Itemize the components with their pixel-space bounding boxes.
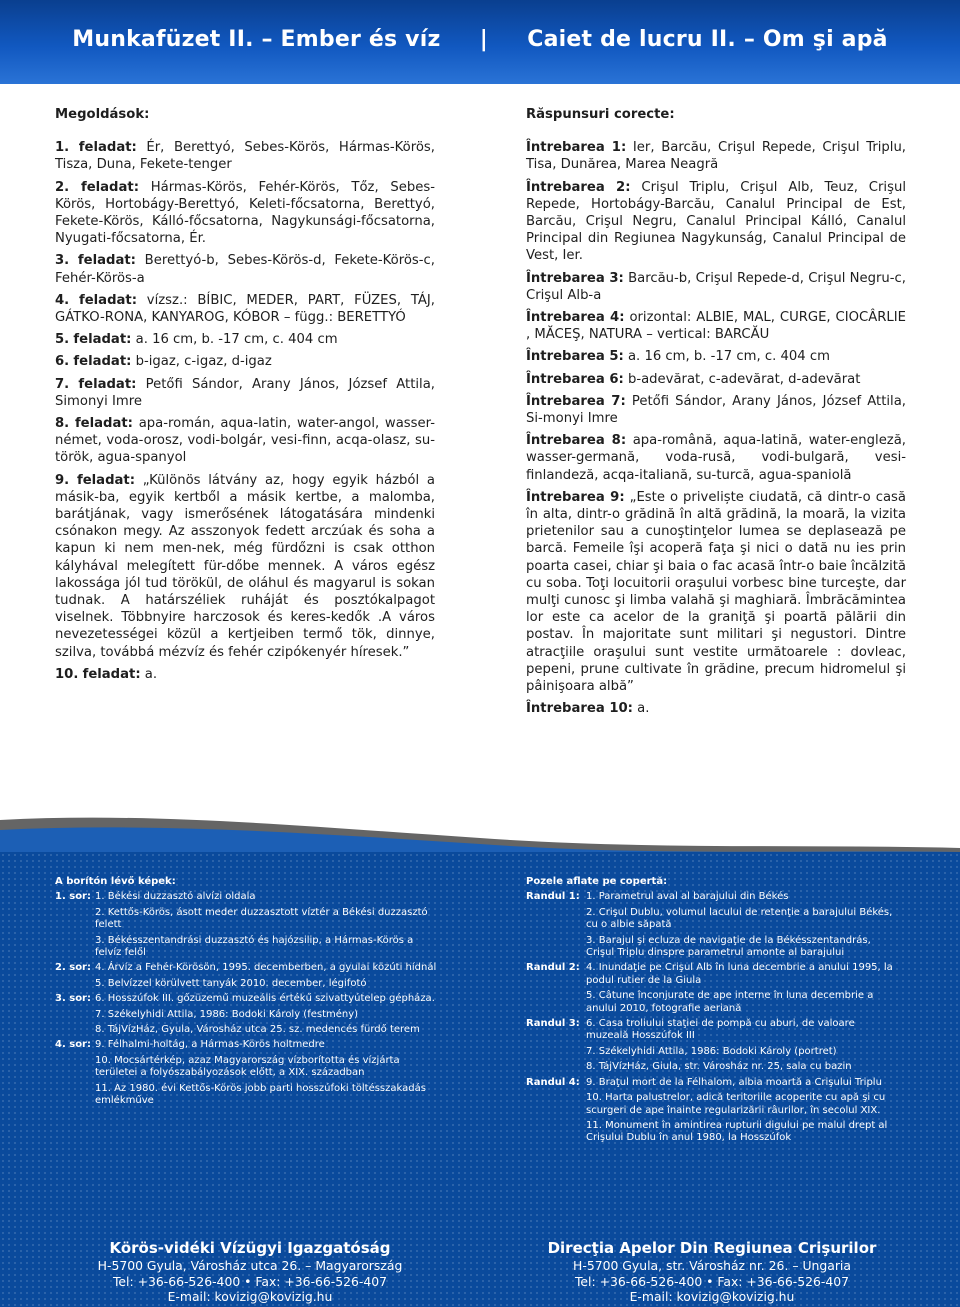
hu-answers-heading: Megoldások:: [55, 107, 150, 122]
hu-answer-item: [55, 415, 435, 467]
ro-answer-item: [526, 179, 906, 265]
photo-row-label: Randul 3:: [526, 1018, 580, 1030]
photo-row-label: [526, 907, 586, 932]
photo-caption-row: [526, 990, 896, 1015]
answer-label: Întrebarea 5:: [526, 349, 624, 365]
photo-row-label: [55, 1009, 95, 1021]
photo-row-label: 4. sor:: [55, 1039, 91, 1051]
hu-org-name: Körös-vidéki Vízügyi Igazgatóság: [109, 1239, 391, 1257]
ro-answer-item: [526, 270, 906, 304]
ro-cover-photos: [526, 876, 896, 1148]
hu-answer-item: [55, 472, 435, 661]
answer-label: Întrebarea 1:: [526, 140, 627, 156]
photo-caption-row: [55, 1009, 440, 1021]
photo-caption-row: [526, 962, 896, 987]
answer-text: a. 16 cm, b. -17 cm, c. 404 cm: [623, 349, 830, 365]
photo-caption: 2. Crişul Dublu, volumul lacului de retenţie a barajului Békés, cu o albie săpată: [586, 906, 893, 931]
photo-caption-row: [526, 891, 896, 903]
answer-label: Întrebarea 3:: [526, 270, 624, 286]
photo-caption: 8. TájVízHáz, Giula, str. Városház nr. 25, sala cu bazin: [586, 1061, 852, 1073]
photo-row-label: 3. sor:: [55, 993, 91, 1005]
answer-label: Întrebarea 9:: [526, 489, 625, 505]
answer-number: 4.: [55, 292, 70, 308]
hu-cover-photos: [55, 876, 440, 1111]
photo-caption-row: [55, 1024, 440, 1036]
answer-text: a. 16 cm, b. -17 cm, c. 404 cm: [131, 332, 338, 348]
photo-caption-row: [526, 1061, 896, 1073]
answer-text: apa-román, aqua-latin, water-angol, wasser-német, voda-orosz, vodi-bolgár, vesi-finn, acqa-olasz, su-török, agua-spanyol: [55, 416, 435, 466]
photo-caption-row: [526, 935, 896, 960]
answer-label: feladat:: [77, 253, 136, 269]
photo-caption: 3. Barajul şi ecluza de navigaţie de la Békésszentandrás, Crişul Triplu dinspre parametrul amonte al barajului: [586, 934, 871, 959]
answer-label: feladat:: [73, 354, 132, 370]
photo-row-label: [526, 1046, 586, 1058]
photo-caption: 8. TájVízHáz, Gyula, Városház utca 25. sz. medencés fürdő terem: [95, 1024, 420, 1036]
ro-answer-item: [526, 371, 906, 388]
answer-text: Berettyó-b, Sebes-Körös-d, Fekete-Körös-c, Fehér-Körös-a: [55, 253, 435, 286]
answer-text: b-igaz, c-igaz, d-igaz: [131, 354, 272, 370]
photo-row-label: [55, 1055, 95, 1080]
photo-row-label: [526, 1092, 586, 1117]
ro-phone: Tel: +36-66-526-400 • Fax: +36-66-526-407: [574, 1273, 850, 1289]
photo-caption: 7. Székelyhidi Attila, 1986: Bodoki Károly (portret): [586, 1045, 837, 1057]
photo-caption: 10. Harta palustrelor, adică teritoriile acoperite cu apă şi cu scurgeri de ape înainte regularizării râurilor, în secolul XIX.: [586, 1092, 886, 1116]
photo-caption-row: [526, 907, 896, 932]
photo-caption: 5. Belvízzel körülvett tanyák 2010. december, légifotó: [95, 977, 367, 989]
photo-caption-row: [526, 1077, 896, 1089]
answer-label: Întrebarea 8:: [526, 433, 627, 449]
hu-answer-item: [55, 139, 435, 173]
answer-label: feladat:: [82, 666, 141, 682]
hu-answers-list: [55, 139, 435, 683]
ro-answer-item: [526, 139, 906, 173]
hu-answer-item: [55, 292, 435, 326]
photo-caption: 9. Braţul mort de la Félhalom, albia moartă a Crişului Triplu: [586, 1076, 882, 1088]
photo-caption: 11. Monument în amintirea rupturii digului pe malul drept al Crişului Dublu în anul 1980, la Hosszúfok: [586, 1119, 888, 1144]
photo-caption-row: [55, 907, 440, 932]
hu-phone: Tel: +36-66-526-400 • Fax: +36-66-526-407: [112, 1273, 388, 1289]
answer-number: 7.: [55, 376, 70, 392]
hu-footer: [70, 1239, 430, 1305]
hu-answer-item: [55, 353, 435, 370]
answer-label: feladat:: [73, 332, 132, 348]
photo-row-label: 2. sor:: [55, 962, 91, 974]
hu-photos-title: A borítón lévő képek:: [55, 876, 176, 887]
photo-caption-row: [526, 1120, 896, 1145]
photo-caption-row: [526, 1018, 896, 1043]
answer-number: 8.: [55, 416, 70, 432]
answer-text: „Este o priveliște ciudată, că dintr-o casă în alta, dintr-o grădină în altă grădină, la moară, la vizita prietenilor sau a cunoştinţelor lumea se deplasează pe barcă. Femeile îşi acoperă faţa şi nici o dată nu ies prin poarta casei, chiar şi baia o fac acasă într-o baie încălzită cu soba. Toţi locuitorii oraşului vorbesc bine turceşte, dar mulţi cunosc şi limba valahă şi maghiară. Îmbrăcămintea lor este ca acelor de la graniţă şi poartă pălării din postav. În majoritate sunt militari şi negustori. Dintre atracţiile oraşului sunt vestite următoarele : dovleac, pepeni, prune cultivate în grădine, precum hidromelul şi pâinişoara albă”: [526, 489, 906, 695]
photo-caption-row: [55, 993, 440, 1005]
hu-answer-item: [55, 666, 435, 683]
photo-row-label: [526, 990, 586, 1015]
photo-caption-row: [55, 1055, 440, 1080]
photo-row-label: Randul 4:: [526, 1076, 580, 1088]
answer-text: apa-română, aqua-latină, water-engleză, wasser-germană, voda-rusă, vodi-bulgară, vesi-finlandeză, acqa-italiană, su-turcă, agua-spaniolă: [526, 433, 906, 483]
photo-caption-row: [55, 891, 440, 903]
photo-caption: 4. Árvíz a Fehér-Körösön, 1995. decemberben, a gyulai közúti hídnál: [95, 962, 437, 974]
photo-caption-row: [55, 1083, 440, 1108]
ro-photos-title: Pozele aflate pe copertă:: [526, 876, 668, 887]
hu-answer-item: [55, 252, 435, 286]
photo-row-label: 1. sor:: [55, 891, 91, 903]
answer-text: a.: [140, 666, 158, 682]
ro-footer: [532, 1239, 892, 1305]
hu-email[interactable]: E-mail: kovizig@kovizig.hu: [167, 1289, 333, 1304]
photo-caption: 1. Parametrul aval al barajului din Békés: [586, 891, 789, 903]
ro-address: H-5700 Gyula, str. Városház nr. 26. – Ungaria: [573, 1258, 851, 1273]
photo-caption: 7. Székelyhidi Attila, 1986: Bodoki Károly (festmény): [95, 1008, 359, 1020]
photo-row-label: [526, 1061, 586, 1073]
ro-org-name: Direcţia Apelor Din Regiunea Crişurilor: [547, 1239, 877, 1257]
answer-text: orizontal: ALBIE, MAL, CURGE, CIOCÂRLIE , MĂCEŞ, NATURA – vertical: BARCĂU: [526, 310, 906, 343]
answer-text: Petőfi Sándor, Arany János, József Attila, Si-monyi Imre: [526, 393, 906, 427]
ro-email[interactable]: E-mail: kovizig@kovizig.hu: [629, 1289, 795, 1304]
photo-caption: 10. Mocsártérkép, azaz Magyarország vízborította és vízjárta területei a folyószabályozások előtt, a XIX. században: [95, 1054, 400, 1079]
hu-photos-list: [55, 891, 440, 1107]
photo-caption: 1. Békési duzzasztó alvízi oldala: [95, 891, 256, 903]
ro-answer-item: [526, 432, 906, 484]
photo-caption-row: [55, 1039, 440, 1051]
ro-answer-item: [526, 348, 906, 365]
hu-answer-item: [55, 376, 435, 410]
ro-answers-list: [526, 139, 906, 717]
photo-row-label: Randul 2:: [526, 962, 580, 974]
photo-caption: 2. Kettős-Körös, ásott meder duzzasztott víztér a Békési duzzasztó felett: [95, 906, 428, 931]
photo-caption-row: [55, 935, 440, 960]
answer-label: Întrebarea 6:: [526, 371, 624, 387]
photo-row-label: [55, 935, 95, 960]
page-title: Munkafüzet II. – Ember és víz | Caiet de lucru II. – Om şi apă: [72, 27, 888, 52]
hu-answer-item: [55, 179, 435, 248]
answer-label: feladat:: [78, 140, 137, 156]
header-banner: [0, 0, 960, 84]
photo-row-label: [55, 1083, 95, 1108]
hu-answers-column: [55, 106, 435, 688]
photo-caption: 6. Hosszúfok III. gőzüzemű muzeális értékű szivattyútelep gépháza.: [95, 993, 435, 1005]
answer-label: feladat:: [78, 376, 137, 392]
photo-caption: 4. Inundaţie pe Crişul Alb în luna decembrie a anului 1995, la podul rutier de la Giula: [586, 962, 893, 986]
photo-row-label: [526, 1120, 586, 1145]
photo-caption: 9. Félhalmi-holtág, a Hármas-Körös holtmedre: [95, 1039, 325, 1051]
photo-caption: 5. Câtune înconjurate de ape interne în luna decembrie a anului 2010, fotografie aeriană: [586, 990, 874, 1014]
answer-text: Petőfi Sándor, Arany János, József Attila, Simonyi Imre: [55, 376, 435, 409]
ro-answer-item: [526, 489, 906, 695]
answer-number: 5.: [55, 332, 70, 348]
photo-row-label: [526, 935, 586, 960]
hu-answer-item: [55, 331, 435, 348]
ro-answer-item: [526, 700, 906, 717]
hu-address: H-5700 Gyula, Városház utca 26. – Magyarország: [97, 1258, 403, 1273]
answer-text: Crişul Triplu, Crişul Alb, Teuz, Crişul Repede, Hortobágy-Barcău, Canalul Principal de Est, Barcău, Crişul Negru, Canalul Principal Kálló, Canalul Principal din Regiunea Nagykunság, Canalul Principal de Vest, Ier.: [526, 179, 906, 264]
answer-number: 10.: [55, 666, 79, 682]
answer-number: 2.: [55, 179, 70, 195]
photo-row-label: [55, 907, 95, 932]
answer-label: feladat:: [76, 472, 135, 488]
photo-row-label: Randul 1:: [526, 891, 580, 903]
answer-number: 6.: [55, 354, 70, 370]
ro-answer-item: [526, 393, 906, 427]
answer-label: feladat:: [80, 179, 139, 195]
photo-caption-row: [55, 978, 440, 990]
answer-label: feladat:: [78, 292, 137, 308]
ro-photos-list: [526, 891, 896, 1144]
answer-number: 1.: [55, 140, 70, 156]
answer-text: Ier, Barcău, Crişul Repede, Crişul Triplu, Tisa, Dunărea, Marea Neagră: [526, 140, 906, 173]
answer-label: Întrebarea 10:: [526, 701, 633, 717]
answer-number: 3.: [55, 253, 70, 269]
photo-caption: 6. Casa troliului staţiei de pompă cu aburi, de valoare muzeală Hosszúfok III: [586, 1018, 855, 1042]
ro-answers-heading: Răspunsuri corecte:: [526, 107, 675, 122]
photo-caption: 3. Békésszentandrási duzzasztó és hajózsilip, a Hármas-Körös a felvíz felől: [95, 934, 414, 959]
answer-text: Hármas-Körös, Fehér-Körös, Tőz, Sebes-Körös, Hortobágy-Berettyó, Keleti-főcsatorna, Berettyó, Fekete-Körös, Kálló-főcsatorna, Nagykunsági-főcsatorna, Nyugati-főcsatorna, Ér.: [55, 179, 435, 247]
ro-answers-column: [526, 106, 906, 723]
answer-label: Întrebarea 4:: [526, 310, 625, 326]
answer-number: 9.: [55, 472, 70, 488]
photo-caption-row: [526, 1092, 896, 1117]
photo-caption-row: [55, 962, 440, 974]
photo-row-label: [55, 1024, 95, 1036]
answer-text: a.: [632, 701, 650, 717]
answer-text: vízsz.: BÍBIC, MEDER, PART, FÜZES, TÁJ, GÁTKO-RONA, KANYAROG, KÓBOR – függ.: BERETTYÓ: [55, 292, 435, 326]
answer-label: feladat:: [74, 416, 133, 432]
photo-caption: 11. Az 1980. évi Kettős-Körös jobb parti hosszúfoki töltésszakadás emlékműve: [95, 1082, 426, 1107]
answer-label: Întrebarea 7:: [526, 393, 626, 409]
ro-answer-item: [526, 309, 906, 343]
photo-row-label: [55, 978, 95, 990]
photo-caption-row: [526, 1046, 896, 1058]
answer-text: Ér, Berettyó, Sebes-Körös, Hármas-Körös, Tisza, Duna, Fekete-tenger: [55, 140, 435, 173]
answer-text: „Különös látvány az, hogy egyik házból a másik-ba, egyik kertből a másik kertbe, a malomba, barátjának, vagy ismerősének látogatására mindenki csónakon megy. Az asszonyok fedett arczúak és soha a kapun ki nem men-nek, még fürdőzni is csak otthon kályhával melegített für-dőbe mennek. A város egész lakossága jól tud törökül, de oláhul és magyarul is sokan tudnak. A határszéliek ruháját és posztókalpagot viselnek. Többnyire harczosok és keres-kedők .A város nevezetességei közül a kertjeiben termő tök, dinnye, szilva, továbbá mézvíz és fehér czipókenyér híresek.”: [55, 472, 435, 660]
answer-label: Întrebarea 2:: [526, 179, 631, 195]
answer-text: Barcău-b, Crişul Repede-d, Crişul Negru-c, Crişul Alb-a: [526, 270, 906, 303]
answer-text: b-adevărat, c-adevărat, d-adevărat: [623, 371, 861, 387]
